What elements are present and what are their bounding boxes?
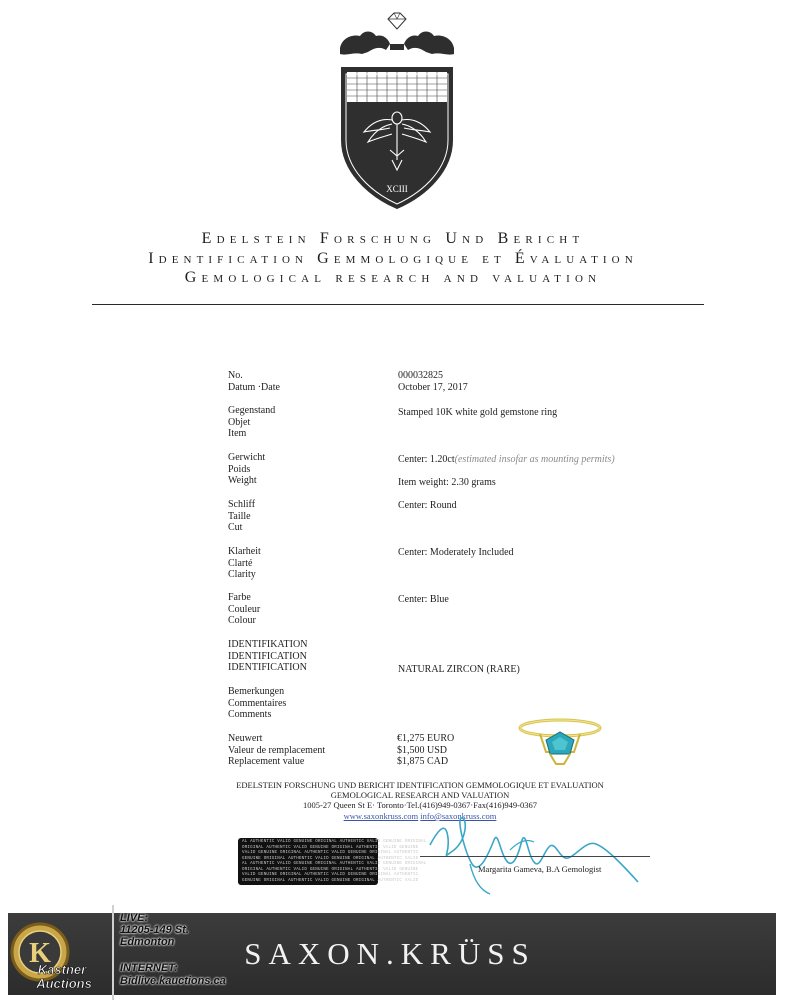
clarity-label-en: Clarity — [228, 569, 256, 580]
replacement-label-fr: Valeur de remplacement — [228, 744, 326, 756]
ident-label-en: IDENTIFICATION — [228, 662, 307, 673]
item-label-fr: Objet — [228, 416, 251, 428]
replacement-labels — [228, 733, 325, 768]
item-label-de: Gegenstand — [228, 405, 276, 416]
clarity-label-fr: Clarté — [228, 557, 253, 569]
crest-numeral: XCIII — [386, 184, 408, 194]
footer-tagline: GEMOLOGICAL RESEARCH AND VALUATION — [330, 790, 510, 800]
header-line-french: Identification Gemmologique et Évaluation — [148, 250, 638, 267]
seal-line: VALID GENUINE ORIGINAL AUTHENTIC VALID GENUINE ORIGINAL AUTHENTIC — [242, 873, 419, 877]
replacement-label-en: Replacement value — [228, 756, 305, 767]
comments-label-fr: Commentaires — [228, 697, 287, 709]
seal-line: VALID GENUINE ORIGINAL AUTHENTIC VALID GENUINE ORIGINAL AUTHENTIC — [242, 851, 419, 855]
weight-label-de: Gerwicht — [228, 452, 266, 463]
signature — [410, 790, 660, 900]
weight-labels — [228, 452, 265, 487]
watermark-divider — [112, 905, 114, 1000]
seal-line: AL AUTHENTIC VALID GENUINE ORIGINAL AUTHENTIC VALID GENUINE ORIGINAL — [242, 862, 427, 866]
replacement-eur: €1,275 EURO — [397, 733, 455, 744]
item-label-en: Item — [228, 428, 247, 439]
report-date-label: Datum ·Date — [228, 382, 280, 393]
cut-label-de: Schliff — [228, 499, 256, 510]
dragon-icon — [340, 32, 454, 55]
replacement-label-de: Neuwert — [228, 733, 263, 744]
header-line-german: Edelstein Forschung Und Bericht — [201, 230, 585, 247]
kastner-logo — [10, 912, 110, 996]
weight-value-center — [398, 454, 615, 466]
clarity-labels — [228, 546, 261, 581]
footer-company-line: EDELSTEIN FORSCHUNG UND BERICHT IDENTIFICATION GEMMOLOGIQUE ET EVALUATION — [236, 780, 604, 790]
replacement-cad: $1,875 CAD — [397, 756, 449, 767]
footer-address: 1005-27 Queen St E· Toronto·Tel.(416)949-0367·Fax(416)949-0367 — [302, 800, 537, 810]
live-city: Edmonton — [120, 936, 175, 948]
colour-label-fr: Couleur — [228, 603, 261, 615]
header-line-english: Gemological research and valuation — [184, 269, 602, 286]
ring-photo — [512, 710, 608, 776]
item-value: Stamped 10K white gold gemstone ring — [398, 407, 558, 418]
internet-location — [120, 962, 226, 988]
replacement-values — [397, 733, 454, 768]
seal-line: AL AUTHENTIC VALID GENUINE ORIGINAL AUTHENTIC VALID GENUINE ORIGINAL — [242, 840, 427, 844]
brand-wordmark: SAXON.KRÜSS — [244, 936, 536, 971]
logo-kastner: Kastner — [37, 962, 87, 977]
diamond-icon — [388, 13, 406, 29]
weight-value-item: Item weight: 2.30 grams — [398, 477, 496, 488]
signature-line — [420, 856, 650, 857]
cut-labels — [228, 499, 255, 534]
seal-line: GENUINE ORIGINAL AUTHENTIC VALID GENUINE ORIGINAL AUTHENTIC VALID — [242, 878, 419, 883]
ident-label-fr: IDENTIFICATION — [228, 650, 307, 662]
live-address: 11205-149 St. — [120, 924, 189, 936]
replacement-usd: $1,500 USD — [397, 744, 448, 756]
colour-label-de: Farbe — [228, 592, 251, 603]
weight-label-en: Weight — [228, 475, 257, 486]
live-label: LIVE: — [120, 912, 149, 924]
colour-label-en: Colour — [228, 615, 256, 626]
weight-note: (estimated insofar as mounting permits) — [454, 454, 615, 465]
website-link[interactable]: www.saxonkruss.com — [343, 811, 419, 821]
logo-letter: K — [29, 938, 51, 969]
seal-line: GENUINE ORIGINAL AUTHENTIC VALID GENUINE ORIGINAL AUTHENTIC VALID — [242, 856, 419, 861]
crest-emblem — [332, 10, 462, 215]
report-date-value: October 17, 2017 — [398, 382, 468, 393]
cut-label-fr: Taille — [228, 510, 251, 522]
comments-labels — [228, 686, 286, 721]
seal-line: ORIGINAL AUTHENTIC VALID GENUINE ORIGINAL AUTHENTIC VALID GENUINE — [242, 867, 419, 872]
seal-line: ORIGINAL AUTHENTIC VALID GENUINE ORIGINAL AUTHENTIC VALID GENUINE — [242, 845, 419, 850]
weight-label-fr: Poids — [228, 463, 251, 475]
cut-value: Center: Round — [398, 500, 457, 511]
email-link[interactable]: info@saxonkruss.com — [420, 811, 497, 821]
logo-auctions: Auctions — [36, 976, 92, 991]
identification-value: NATURAL ZIRCON (RARE) — [398, 664, 520, 675]
clarity-value: Center: Moderately Included — [398, 547, 514, 558]
signature-name: Margarita Gameva, B.A Gemologist — [478, 864, 602, 874]
identification-labels — [228, 639, 307, 674]
colour-labels — [228, 592, 260, 627]
comments-label-en: Comments — [228, 709, 272, 720]
item-labels — [228, 405, 275, 440]
weight-center-text: Center: 1.20ct — [398, 454, 455, 465]
header-rule — [92, 304, 704, 305]
internet-label: INTERNET: — [120, 962, 178, 974]
ident-label-de: IDENTIFIKATION — [228, 639, 308, 650]
report-no-value: 000032825 — [398, 370, 443, 381]
report-no-label: No. — [228, 370, 243, 381]
authenticity-seal — [238, 838, 427, 885]
colour-value: Center: Blue — [398, 594, 449, 605]
cut-label-en: Cut — [228, 522, 243, 533]
live-location — [120, 912, 189, 948]
internet-url[interactable]: Bidlive.kauctions.ca — [120, 975, 226, 987]
clarity-label-de: Klarheit — [228, 546, 261, 557]
comments-label-de: Bemerkungen — [228, 686, 285, 697]
